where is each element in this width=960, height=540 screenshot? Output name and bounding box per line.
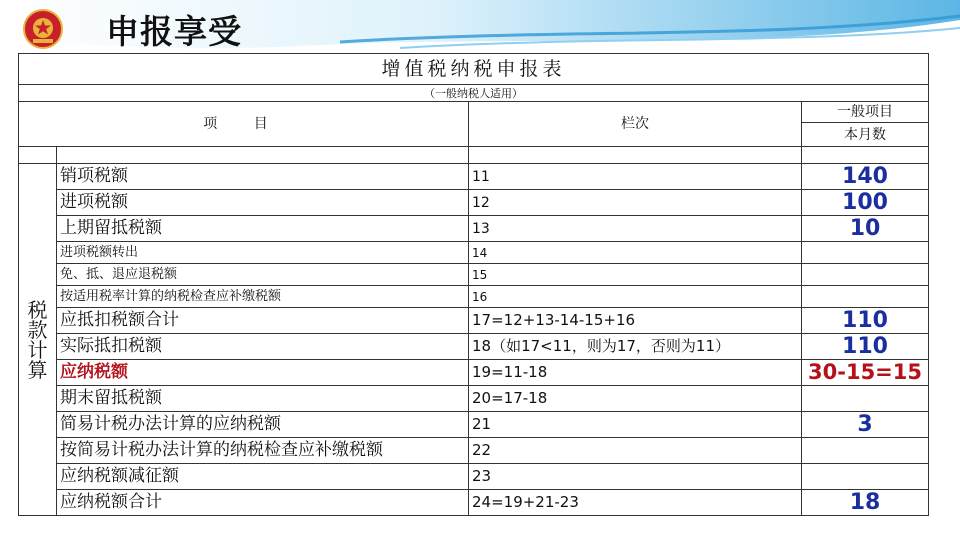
row-value: 110 bbox=[802, 308, 929, 334]
table-row bbox=[19, 386, 929, 412]
table-row bbox=[19, 360, 929, 386]
row-value: 140 bbox=[802, 164, 929, 190]
table-row bbox=[19, 242, 929, 264]
row-line: 21 bbox=[469, 412, 802, 438]
row-value bbox=[802, 264, 929, 286]
row-value: 3 bbox=[802, 412, 929, 438]
table-row bbox=[19, 308, 929, 334]
row-item: 免、抵、退应退税额 bbox=[57, 264, 469, 286]
vat-return-form bbox=[18, 53, 929, 516]
table-row bbox=[19, 490, 929, 516]
row-line: 24=19+21-23 bbox=[469, 490, 802, 516]
row-value: 10 bbox=[802, 216, 929, 242]
row-value bbox=[802, 242, 929, 264]
blank-cell bbox=[802, 147, 929, 164]
row-value bbox=[802, 386, 929, 412]
row-line: 11 bbox=[469, 164, 802, 190]
row-line: 16 bbox=[469, 286, 802, 308]
row-line: 15 bbox=[469, 264, 802, 286]
slide-title: 申报享受 bbox=[106, 12, 242, 51]
row-item: 应纳税额合计 bbox=[57, 490, 469, 516]
header-line-number: 栏次 bbox=[469, 102, 802, 147]
table-row bbox=[19, 264, 929, 286]
table-row bbox=[19, 438, 929, 464]
table-row bbox=[19, 334, 929, 360]
header-general-items: 一般项目 bbox=[802, 102, 929, 123]
row-line: 14 bbox=[469, 242, 802, 264]
form-subtitle: （一般纳税人适用） bbox=[19, 85, 929, 102]
row-item: 进项税额 bbox=[57, 190, 469, 216]
category-tax-calculation: 税 款 计 算 bbox=[19, 164, 57, 516]
table-row bbox=[19, 286, 929, 308]
row-line: 19=11-18 bbox=[469, 360, 802, 386]
row-item: 上期留抵税额 bbox=[57, 216, 469, 242]
row-line: 20=17-18 bbox=[469, 386, 802, 412]
blank-cell bbox=[19, 147, 57, 164]
row-value bbox=[802, 464, 929, 490]
row-item: 进项税额转出 bbox=[57, 242, 469, 264]
header-this-month: 本月数 bbox=[802, 123, 929, 147]
row-value: 30-15=15 bbox=[802, 360, 929, 386]
row-value: 100 bbox=[802, 190, 929, 216]
row-item: 应抵扣税额合计 bbox=[57, 308, 469, 334]
row-item: 按适用税率计算的纳税检查应补缴税额 bbox=[57, 286, 469, 308]
row-value: 110 bbox=[802, 334, 929, 360]
row-line: 13 bbox=[469, 216, 802, 242]
row-item: 应纳税额减征额 bbox=[57, 464, 469, 490]
blank-cell bbox=[57, 147, 469, 164]
row-value bbox=[802, 286, 929, 308]
blank-cell bbox=[469, 147, 802, 164]
row-item: 销项税额 bbox=[57, 164, 469, 190]
table-row bbox=[19, 464, 929, 490]
row-line: 12 bbox=[469, 190, 802, 216]
row-item: 实际抵扣税额 bbox=[57, 334, 469, 360]
row-item: 应纳税额 bbox=[57, 360, 469, 386]
row-line: 17=12+13-14-15+16 bbox=[469, 308, 802, 334]
form-title: 增值税纳税申报表 bbox=[19, 54, 929, 85]
table-row bbox=[19, 164, 929, 190]
table-row bbox=[19, 216, 929, 242]
row-item: 简易计税办法计算的应纳税额 bbox=[57, 412, 469, 438]
row-value bbox=[802, 438, 929, 464]
row-value: 18 bbox=[802, 490, 929, 516]
row-line: 18（如17<11，则为17，否则为11） bbox=[469, 334, 802, 360]
table-row bbox=[19, 412, 929, 438]
row-line: 23 bbox=[469, 464, 802, 490]
row-item: 期末留抵税额 bbox=[57, 386, 469, 412]
table-row bbox=[19, 190, 929, 216]
header-item: 项 目 bbox=[19, 102, 469, 147]
row-item: 按简易计税办法计算的纳税检查应补缴税额 bbox=[57, 438, 469, 464]
row-line: 22 bbox=[469, 438, 802, 464]
tax-emblem-icon bbox=[22, 8, 64, 50]
